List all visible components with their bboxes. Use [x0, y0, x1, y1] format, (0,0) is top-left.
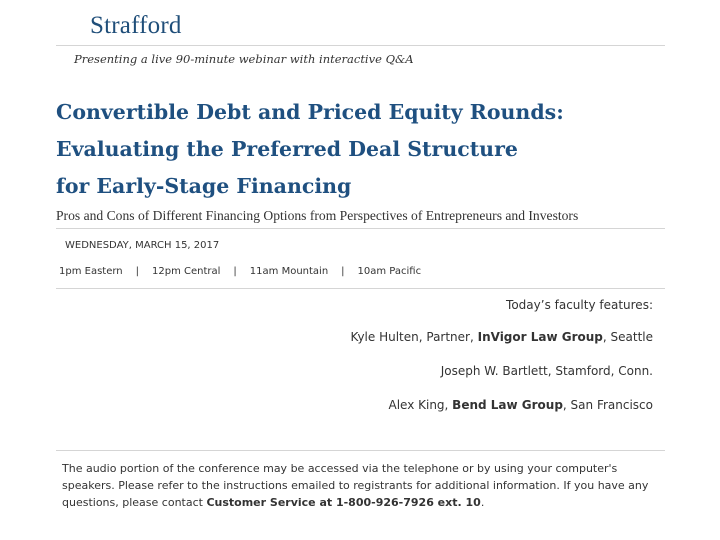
- speaker-alex-king: [388, 398, 653, 412]
- time-pacific: 10am Pacific: [357, 266, 422, 277]
- audio-instructions-end: .: [480, 496, 485, 509]
- title-line-3: for Early-Stage Financing: [56, 174, 352, 198]
- audio-instructions: [62, 460, 662, 511]
- customer-service-contact: Customer Service at 1-800-926-7926 ext. 10: [206, 496, 481, 509]
- title-line-1: Convertible Debt and Priced Equity Rounds:: [56, 100, 564, 124]
- footer-divider: [56, 450, 665, 451]
- speaker-location: , San Francisco: [562, 398, 653, 412]
- speaker-name: Alex King,: [388, 398, 453, 412]
- time-separator: |: [233, 266, 237, 277]
- webinar-tagline: Presenting a live 90-minute webinar with interactive Q&A: [74, 52, 414, 66]
- schedule-divider: [56, 288, 665, 289]
- speaker-firm: InVigor Law Group: [477, 330, 603, 344]
- subtitle-divider: [56, 228, 665, 229]
- time-central: 12pm Central: [152, 266, 221, 277]
- time-mountain: 11am Mountain: [249, 266, 329, 277]
- webinar-subtitle: Pros and Cons of Different Financing Options from Perspectives of Entrepreneurs and Investors: [56, 208, 579, 223]
- speaker-kyle-hulten: [350, 330, 653, 344]
- webinar-date: WEDNESDAY, MARCH 15, 2017: [65, 240, 220, 251]
- faculty-intro: Today’s faculty features:: [506, 298, 653, 312]
- speaker-joseph-bartlett: [441, 364, 653, 378]
- time-separator: |: [341, 266, 345, 277]
- header-divider: [56, 45, 665, 46]
- speaker-firm: Bend Law Group: [452, 398, 563, 412]
- strafford-logo: Strafford: [90, 12, 182, 39]
- time-eastern: 1pm Eastern: [59, 266, 123, 277]
- speaker-name: Joseph W. Bartlett, Stamford, Conn.: [440, 364, 653, 378]
- speaker-location: , Seattle: [602, 330, 653, 344]
- title-line-2: Evaluating the Preferred Deal Structure: [56, 137, 518, 161]
- webinar-title: [56, 94, 564, 205]
- audio-instructions-text: The audio portion of the conference may be accessed via the telephone or by using your computer's speakers. Please refer to the instructions emailed to registrants for additional information. If you have any questions, please contact: [62, 462, 649, 509]
- speaker-name: Kyle Hulten, Partner,: [350, 330, 478, 344]
- time-separator: |: [135, 266, 140, 277]
- webinar-times: [59, 266, 421, 277]
